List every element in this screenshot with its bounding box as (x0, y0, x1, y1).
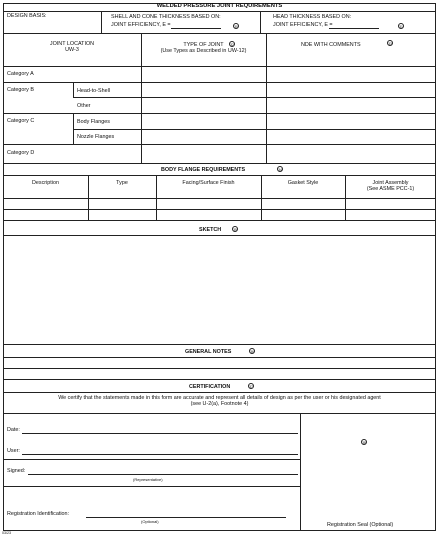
type-of-joint-note: (Use Types as Described in UW-12) (160, 48, 247, 55)
category-c-label: Category C (7, 118, 35, 124)
signed-field[interactable] (28, 474, 298, 475)
reference-marker-icon: 35 (233, 228, 237, 232)
body-flange-title: BODY FLANGE REQUIREMENTS (161, 167, 246, 173)
category-b-label: Category B (7, 87, 34, 93)
registration-seal-label: Registration Seal (Optional) (327, 522, 394, 528)
reference-marker-icon: 32 (230, 43, 234, 47)
head-thickness-label: HEAD THICKNESS BASED ON: (273, 14, 352, 20)
joint-assembly-note: (See ASME PCC-1) (366, 186, 415, 193)
reference-marker-icon: 31 (399, 25, 403, 29)
joint-location-header (3, 41, 141, 53)
registration-identification-field[interactable] (86, 517, 286, 518)
shell-cone-thickness-label: SHELL AND CONE THICKNESS BASED ON: (111, 14, 221, 20)
divider (260, 11, 261, 33)
user-field[interactable] (22, 454, 298, 455)
category-c-body-flanges-label: Body Flanges (77, 119, 110, 125)
nde-comments-header: NDE WITH COMMENTS (301, 42, 361, 48)
joint-location-label: JOINT LOCATION (49, 41, 95, 47)
category-c-nozzle-flanges-label: Nozzle Flanges (77, 134, 115, 140)
sketch-area[interactable] (4, 236, 435, 344)
head-joint-efficiency-label: JOINT EFFICIENCY, E = (273, 22, 333, 28)
divider (3, 163, 436, 164)
col-facing: Facing/Surface Finish (182, 180, 235, 186)
divider (3, 113, 436, 114)
divider (3, 209, 436, 210)
joint-location-ref: UW-3 (65, 47, 79, 54)
joint-assembly-label: Joint Assembly (372, 180, 409, 186)
reference-marker-icon: 38 (362, 441, 366, 445)
reference-marker-icon: 34 (278, 168, 282, 172)
divider (73, 97, 436, 98)
divider (73, 129, 436, 130)
sketch-title: SKETCH (199, 227, 222, 233)
divider (3, 175, 436, 176)
category-a-label: Category A (7, 71, 34, 77)
divider (73, 82, 74, 97)
shell-joint-efficiency-label: JOINT EFFICIENCY, E = (111, 22, 171, 28)
date-field[interactable] (22, 433, 298, 434)
reference-marker-icon: 30 (234, 25, 238, 29)
divider (3, 220, 436, 221)
divider (3, 344, 436, 345)
type-of-joint-header (141, 42, 266, 54)
certification-line-2: (see U-2(a), Footnote 4) (190, 401, 249, 408)
type-of-joint-label: TYPE OF JOINT (183, 42, 224, 48)
divider (3, 486, 300, 487)
divider (3, 82, 436, 83)
divider (3, 392, 436, 393)
category-d-label: Category D (7, 150, 35, 156)
representative-caption: (Representative) (133, 477, 163, 482)
category-b-head-to-shell-label: Head-to-Shell (77, 88, 110, 94)
divider (101, 11, 102, 33)
form-title: WELDED PRESSURE JOINT REQUIREMENTS (156, 3, 283, 9)
divider (3, 459, 300, 460)
divider (3, 357, 436, 358)
divider (3, 379, 436, 380)
registration-identification-label: Registration Identification: (7, 511, 70, 517)
divider (3, 198, 436, 199)
registration-seal-area[interactable] (301, 414, 435, 522)
form-footer-code: 03/23 (2, 531, 11, 535)
reference-marker-icon: 37 (249, 385, 253, 389)
shell-joint-efficiency-field[interactable] (171, 28, 221, 29)
user-label: User: (7, 448, 20, 454)
divider (3, 11, 436, 12)
col-type: Type (116, 180, 128, 186)
general-notes-title: GENERAL NOTES (185, 349, 232, 355)
reference-marker-icon: 36 (250, 350, 254, 354)
col-gasket-style: Gasket Style (287, 180, 319, 186)
certification-title: CERTIFICATION (189, 384, 231, 390)
certification-statement (3, 395, 436, 407)
date-label: Date: (7, 427, 20, 433)
divider (3, 66, 436, 67)
registration-optional-caption: (Optional) (141, 519, 159, 524)
divider (3, 144, 436, 145)
col-description: Description (32, 180, 59, 186)
reference-marker-icon: 33 (388, 42, 392, 46)
divider (3, 368, 436, 369)
design-basis-label: DESIGN BASIS: (7, 13, 47, 19)
col-joint-assembly (345, 180, 436, 192)
head-joint-efficiency-field[interactable] (329, 28, 379, 29)
category-b-other-label: Other (77, 103, 91, 109)
signed-label: Signed: (7, 468, 26, 474)
divider (3, 33, 436, 34)
certification-line-1: We certify that the statements made in this form are accurate and represent all details of design as per the user or his designated agent (58, 395, 381, 401)
